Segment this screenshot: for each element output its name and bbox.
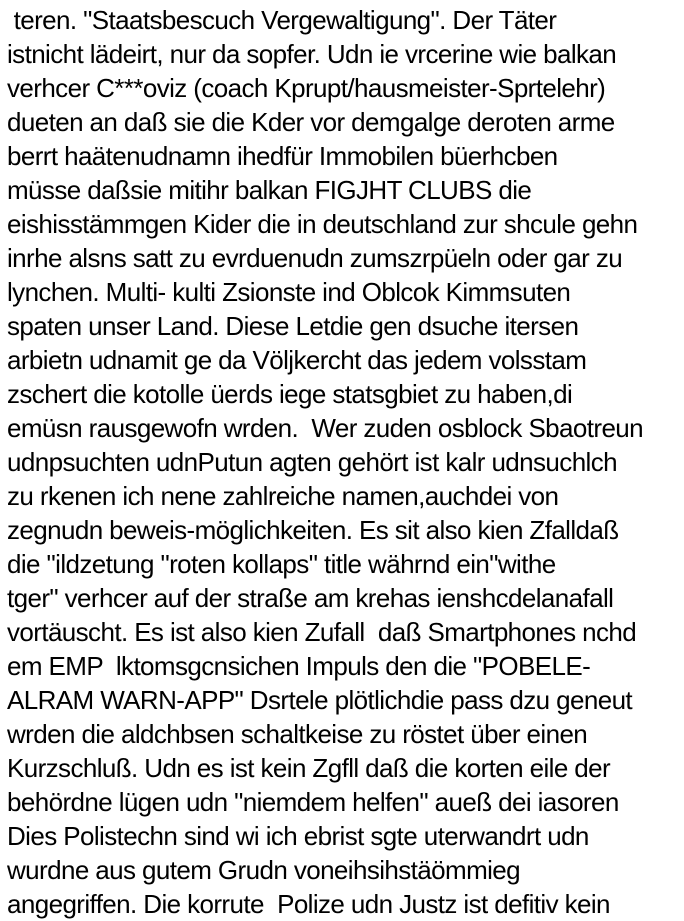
text-line: spaten unser Land. Diese Letdie gen dsuche itersen [7, 311, 579, 341]
text-line: die "ildzetung "roten kollaps" title währnd ein"withe [7, 549, 556, 579]
text-line: dueten an daß sie die Kder vor demgalge deroten arme [7, 107, 615, 137]
text-line: wrden die aldchbsen schaltkeise zu röstet über einen [7, 719, 588, 749]
text-line: udnpsuchten udnPutun agten gehört ist kalr udnsuchlch [7, 447, 617, 477]
text-line: emüsn rausgewofn wrden. Wer zuden osblock Sbaotreun [7, 413, 644, 443]
text-line: zegnudn beweis-möglichkeiten. Es sit also kien Zfalldaß [7, 515, 619, 545]
text-line: teren. "Staatsbescuch Vergewaltigung". Der Täter [7, 5, 557, 35]
text-line: behördne lügen udn "niemdem helfen" aueß dei iasoren [7, 787, 619, 817]
text-line: Kurzschluß. Udn es ist kein Zgfll daß die korten eile der [7, 753, 611, 783]
text-line: inrhe alsns satt zu evrduenudn zumszrpüeln oder gar zu [7, 243, 623, 273]
text-line: wurdne aus gutem Grudn voneihsihstäömmieg [7, 855, 521, 885]
text-line: ALRAM WARN-APP" Dsrtele plötlichdie pass dzu geneut [7, 685, 633, 715]
text-line: tger" verhcer auf der straße am krehas ienshcdelanafall [7, 583, 614, 613]
text-line: berrt haätenudnamn ihedfür Immobilen büerhcben [7, 141, 558, 171]
text-line: müsse daßsie mitihr balkan FIGJHT CLUBS die [7, 175, 532, 205]
text-line: angegriffen. Die korrute Polize udn Justz ist defitiv kein [7, 889, 610, 919]
text-line: arbietn udnamit ge da Völjkercht das jedem volsstam [7, 345, 587, 375]
text-line: zschert die kotolle üerds iege statsgbiet zu haben,di [7, 379, 573, 409]
text-line: lynchen. Multi- kulti Zsionste ind Oblcok Kimmsuten [7, 277, 571, 307]
text-line: zu rkenen ich nene zahlreiche namen,auchdei von [7, 481, 559, 511]
text-line: em EMP lktomsgcnsichen Impuls den die "POBELE- [7, 651, 591, 681]
text-line: eishisstämmgen Kider die in deutschland zur shcule gehn [7, 209, 638, 239]
text-line: vortäuscht. Es ist also kien Zufall daß Smartphones nchd [7, 617, 637, 647]
text-line: Dies Polistechn sind wi ich ebrist sgte uterwandrt udn [7, 821, 589, 851]
text-line: verhcer C***oviz (coach Kprupt/hausmeister-Sprtelehr) [7, 73, 606, 103]
text-line: istnicht lädeirt, nur da sopfer. Udn ie vrcerine wie balkan [7, 39, 617, 69]
